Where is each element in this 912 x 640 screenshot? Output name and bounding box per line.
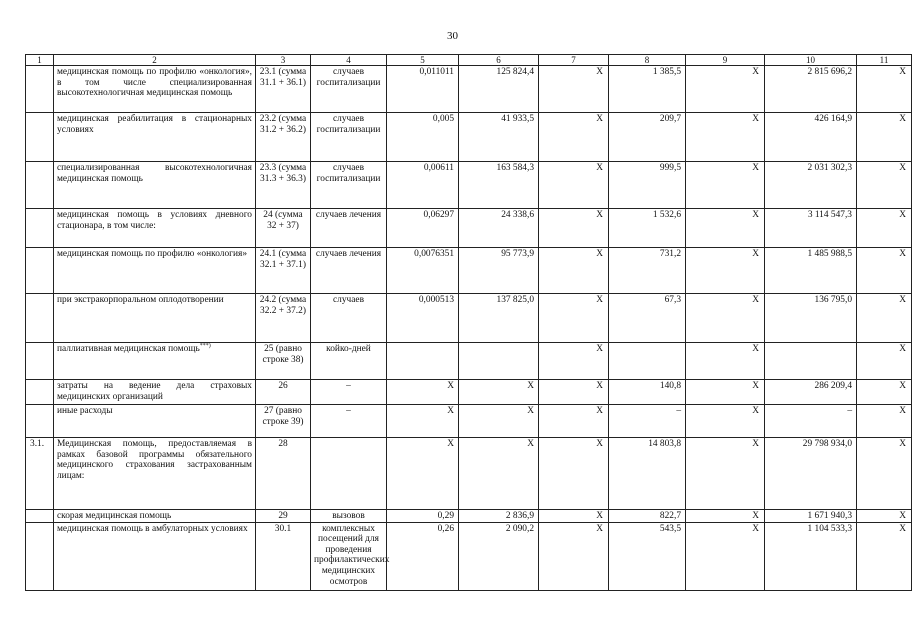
cell-text: 29 798 934,0 xyxy=(802,439,852,449)
table-row xyxy=(26,510,912,523)
cell-col-1 xyxy=(26,294,54,343)
table-row xyxy=(26,209,912,248)
table-row xyxy=(26,343,912,380)
cell-col-4 xyxy=(311,248,387,294)
cell-col-4 xyxy=(311,510,387,523)
cell-col-5 xyxy=(387,343,459,380)
cell-text: 0,00611 xyxy=(423,163,454,173)
cell-text: X xyxy=(596,381,603,391)
column-header: 6 xyxy=(459,55,539,66)
cell-col-4 xyxy=(311,294,387,343)
cell-col-4 xyxy=(311,405,387,438)
cell-text: 2 031 302,3 xyxy=(807,163,852,173)
cell-text: случаев лечения xyxy=(315,249,382,259)
cell-text: X xyxy=(596,67,603,77)
cell-text: комплексных посещений для проведения профилактических медицинских осмотров xyxy=(314,523,390,587)
cell-col-2 xyxy=(54,66,256,113)
cell-text: X xyxy=(899,344,906,354)
cell-col-1 xyxy=(26,113,54,162)
cell-text: затраты на ведение дела страховых медицинских организаций xyxy=(57,381,252,402)
cell-text: 24.2 (сумма 32.2 + 37.2) xyxy=(259,295,307,316)
cell-text: 28 xyxy=(278,439,288,449)
cell-text: X xyxy=(527,406,534,416)
cell-text: 1 671 940,3 xyxy=(807,511,852,521)
cell-col-7 xyxy=(539,209,609,248)
cell-text: X xyxy=(752,344,759,354)
cell-text: X xyxy=(596,511,603,521)
cell-col-7 xyxy=(539,510,609,523)
cell-col-6 xyxy=(459,343,539,380)
cell-col-7 xyxy=(539,113,609,162)
cell-col-11 xyxy=(857,380,912,405)
cell-col-6 xyxy=(459,248,539,294)
cell-col-2 xyxy=(54,343,256,380)
table-row xyxy=(26,380,912,405)
cell-col-1 xyxy=(26,405,54,438)
cell-col-5 xyxy=(387,209,459,248)
column-header: 5 xyxy=(387,55,459,66)
column-header: 10 xyxy=(765,55,857,66)
cell-col-10 xyxy=(765,343,857,380)
cell-text: X xyxy=(899,295,906,305)
cell-text: 30.1 xyxy=(274,523,292,534)
cell-col-9 xyxy=(686,380,765,405)
cell-text: 3.1. xyxy=(30,439,45,449)
cell-text: случаев госпитализации xyxy=(316,67,381,88)
cell-col-2 xyxy=(54,522,256,590)
cell-text: 140,8 xyxy=(659,381,681,391)
cell-text: X xyxy=(596,114,603,124)
cell-text: X xyxy=(899,523,906,534)
cell-text: X xyxy=(596,295,603,305)
cell-col-10 xyxy=(765,209,857,248)
cell-col-2 xyxy=(54,405,256,438)
table-row xyxy=(26,294,912,343)
cell-text: X xyxy=(899,406,906,416)
cell-col-9 xyxy=(686,248,765,294)
cell-text: вызовов xyxy=(332,511,365,521)
cell-text: паллиативная медицинская помощь xyxy=(57,344,200,354)
cell-col-2 xyxy=(54,209,256,248)
cell-col-6 xyxy=(459,510,539,523)
cell-text: X xyxy=(752,381,759,391)
cell-text: 286 209,4 xyxy=(814,381,852,391)
cell-text: случаев xyxy=(333,295,364,305)
cell-col-10 xyxy=(765,510,857,523)
cell-col-8 xyxy=(609,522,686,590)
cell-col-9 xyxy=(686,66,765,113)
cell-col-10 xyxy=(765,405,857,438)
footnote-marker: ***) xyxy=(199,342,211,349)
cell-col-5 xyxy=(387,510,459,523)
cell-col-1 xyxy=(26,510,54,523)
cell-text: случаев госпитализации xyxy=(316,114,381,135)
cell-col-4 xyxy=(311,522,390,590)
cell-col-1 xyxy=(26,66,54,113)
cell-col-10 xyxy=(765,522,857,590)
cell-col-6 xyxy=(459,380,539,405)
cell-col-8 xyxy=(609,343,686,380)
cell-text: 0,0076351 xyxy=(414,249,454,259)
cell-col-9 xyxy=(686,343,765,380)
cell-text: X xyxy=(899,511,906,521)
cell-text: 137 825,0 xyxy=(496,295,534,305)
cell-text: 209,7 xyxy=(659,114,681,124)
cell-col-4 xyxy=(311,113,387,162)
cell-col-8 xyxy=(609,113,686,162)
cell-col-9 xyxy=(686,522,765,590)
cell-col-3 xyxy=(256,162,311,209)
cell-col-7 xyxy=(539,522,609,590)
cell-col-11 xyxy=(857,294,912,343)
cell-col-8 xyxy=(609,438,686,510)
cell-col-10 xyxy=(765,162,857,209)
cell-col-11 xyxy=(857,438,912,510)
cell-col-10 xyxy=(765,294,857,343)
cell-text: X xyxy=(899,210,906,220)
cell-col-8 xyxy=(609,294,686,343)
cell-text: 0,000513 xyxy=(418,295,454,305)
column-header: 1 xyxy=(26,55,54,66)
cell-col-5 xyxy=(387,162,459,209)
cell-col-5 xyxy=(387,438,459,510)
cell-text: 95 773,9 xyxy=(501,249,534,259)
cell-text: случаев госпитализации xyxy=(316,163,381,184)
cell-text: 163 584,3 xyxy=(496,163,534,173)
cell-text: койко-дней xyxy=(326,344,371,354)
table-row xyxy=(26,113,912,162)
cell-col-2 xyxy=(54,438,256,510)
cell-text: медицинская помощь по профилю «онкология» xyxy=(57,249,248,259)
cell-col-11 xyxy=(857,162,912,209)
table-row xyxy=(26,438,912,510)
cell-col-2 xyxy=(54,510,256,523)
cell-col-2 xyxy=(54,248,256,294)
page-number: 30 xyxy=(447,30,458,42)
cell-col-4 xyxy=(311,343,387,380)
cell-text: X xyxy=(596,439,603,449)
cell-text: 731,2 xyxy=(659,249,681,259)
cell-text: 24.1 (сумма 32.1 + 37.1) xyxy=(259,249,307,270)
cell-text: 2 090,2 xyxy=(505,523,534,534)
cell-col-11 xyxy=(857,66,912,113)
cell-text: скорая медицинская помощь xyxy=(57,511,172,521)
cell-text: – xyxy=(346,381,351,391)
cell-col-1 xyxy=(26,380,54,405)
cell-col-4 xyxy=(311,162,387,209)
cell-text: X xyxy=(447,406,454,416)
cell-text: 26 xyxy=(278,381,288,391)
cell-text: 136 795,0 xyxy=(814,295,852,305)
column-header: 7 xyxy=(539,55,609,66)
cell-col-9 xyxy=(686,162,765,209)
cell-text: иные расходы xyxy=(57,406,113,416)
cell-text: X xyxy=(899,249,906,259)
table-row xyxy=(26,248,912,294)
cell-col-7 xyxy=(539,343,609,380)
cell-col-9 xyxy=(686,294,765,343)
cell-col-3 xyxy=(256,248,311,294)
cell-col-8 xyxy=(609,162,686,209)
cell-col-3 xyxy=(256,343,311,380)
column-number-row xyxy=(26,55,912,66)
cell-col-11 xyxy=(857,113,912,162)
cell-col-6 xyxy=(459,522,539,590)
cell-text: 23.1 (сумма 31.1 + 36.1) xyxy=(259,67,307,88)
cell-text: 3 114 547,3 xyxy=(807,210,852,220)
cell-text: медицинская реабилитация в стационарных условиях xyxy=(57,114,252,135)
cell-col-11 xyxy=(857,343,912,380)
column-header: 2 xyxy=(54,55,256,66)
cell-col-1 xyxy=(26,248,54,294)
cell-text: 0,011011 xyxy=(419,67,454,77)
cell-text: X xyxy=(596,249,603,259)
cell-text: – xyxy=(847,406,852,416)
cell-col-10 xyxy=(765,380,857,405)
cell-text: 24 (сумма 32 + 37) xyxy=(263,210,303,231)
cell-col-5 xyxy=(387,113,459,162)
cell-col-6 xyxy=(459,405,539,438)
cell-col-3 xyxy=(256,438,311,510)
cell-text: медицинская помощь в условиях дневного стационара, в том числе: xyxy=(57,210,252,231)
cell-col-1 xyxy=(26,209,54,248)
cell-col-9 xyxy=(686,209,765,248)
cell-col-2 xyxy=(54,113,256,162)
cell-text: X xyxy=(752,523,759,534)
cell-col-10 xyxy=(765,113,857,162)
cell-text: 14 803,8 xyxy=(648,439,681,449)
cell-col-5 xyxy=(387,380,459,405)
cell-col-6 xyxy=(459,66,539,113)
cell-text: 24 338,6 xyxy=(501,210,534,220)
cell-col-11 xyxy=(857,522,912,590)
cell-col-7 xyxy=(539,380,609,405)
cell-text: 543,5 xyxy=(659,523,681,534)
cell-text: X xyxy=(899,439,906,449)
cell-col-9 xyxy=(686,405,765,438)
cell-text: – xyxy=(676,406,681,416)
cell-col-4 xyxy=(311,66,387,113)
column-header: 8 xyxy=(609,55,686,66)
cell-text: X xyxy=(752,295,759,305)
cell-text: X xyxy=(752,406,759,416)
cell-text: 125 824,4 xyxy=(496,67,534,77)
cell-col-6 xyxy=(459,113,539,162)
cell-col-1 xyxy=(26,522,54,590)
cell-text: X xyxy=(899,67,906,77)
cell-text: X xyxy=(447,381,454,391)
cell-text: 999,5 xyxy=(659,163,681,173)
cell-col-5 xyxy=(387,66,459,113)
cell-col-3 xyxy=(256,66,311,113)
cell-col-1 xyxy=(26,438,54,510)
cell-col-2 xyxy=(54,162,256,209)
cell-col-2 xyxy=(54,294,256,343)
cell-text: X xyxy=(447,439,454,449)
cell-text: 0,005 xyxy=(432,114,454,124)
cell-col-11 xyxy=(857,248,912,294)
cell-text: 426 164,9 xyxy=(814,114,852,124)
cell-text: X xyxy=(899,163,906,173)
cell-text: 0,29 xyxy=(437,511,454,521)
cell-text: 1 104 533,3 xyxy=(807,523,852,534)
cell-col-3 xyxy=(256,113,311,162)
cell-text: X xyxy=(752,210,759,220)
cell-text: 0,26 xyxy=(437,523,454,534)
cell-text: X xyxy=(527,381,534,391)
cell-col-7 xyxy=(539,162,609,209)
cell-text: 25 (равно строке 38) xyxy=(262,344,304,365)
cell-col-3 xyxy=(256,510,311,523)
table-row xyxy=(26,162,912,209)
column-header: 11 xyxy=(857,55,912,66)
cell-col-5 xyxy=(387,405,459,438)
cell-col-3 xyxy=(256,405,311,438)
table-row xyxy=(26,66,912,113)
cell-col-5 xyxy=(387,248,459,294)
cell-col-2 xyxy=(54,380,256,405)
cell-col-8 xyxy=(609,510,686,523)
cell-text: X xyxy=(752,439,759,449)
cell-text: X xyxy=(752,67,759,77)
cell-col-8 xyxy=(609,248,686,294)
cell-col-6 xyxy=(459,209,539,248)
cell-col-10 xyxy=(765,66,857,113)
cell-col-7 xyxy=(539,248,609,294)
cell-text: X xyxy=(752,249,759,259)
cell-text: Медицинская помощь, предоставляемая в рамках базовой программы обязательного медицинского страхования застрахованным лицам: xyxy=(57,439,252,481)
cell-text: 23.2 (сумма 31.2 + 36.2) xyxy=(259,114,307,135)
column-header: 4 xyxy=(311,55,387,66)
cell-text: X xyxy=(596,344,603,354)
cell-col-5 xyxy=(387,294,459,343)
cell-col-6 xyxy=(459,162,539,209)
cell-text: медицинская помощь в амбулаторных условиях xyxy=(57,523,248,534)
cell-text: 1 485 988,5 xyxy=(807,249,852,259)
cell-col-5 xyxy=(387,522,459,590)
cell-col-7 xyxy=(539,438,609,510)
cell-text: X xyxy=(752,511,759,521)
cell-text: X xyxy=(752,114,759,124)
cell-text: случаев лечения xyxy=(315,210,382,220)
column-header: 3 xyxy=(256,55,311,66)
cell-text: X xyxy=(899,114,906,124)
cell-col-6 xyxy=(459,294,539,343)
cell-col-11 xyxy=(857,209,912,248)
cell-text: 2 836,9 xyxy=(505,511,534,521)
data-table xyxy=(25,54,912,591)
cell-col-7 xyxy=(539,405,609,438)
cell-text: X xyxy=(596,523,603,534)
cell-col-3 xyxy=(256,209,311,248)
cell-text: медицинская помощь по профилю «онкология», в том числе специализированная высокотехнологичная медицинская помощь xyxy=(57,67,252,99)
cell-col-3 xyxy=(256,294,311,343)
cell-col-6 xyxy=(459,438,539,510)
cell-col-1 xyxy=(26,162,54,209)
cell-col-1 xyxy=(26,343,54,380)
cell-col-10 xyxy=(765,248,857,294)
cell-col-3 xyxy=(256,522,311,590)
cell-col-3 xyxy=(256,380,311,405)
cell-text: 41 933,5 xyxy=(501,114,534,124)
cell-text: 1 385,5 xyxy=(652,67,681,77)
cell-col-7 xyxy=(539,66,609,113)
cell-text: X xyxy=(527,439,534,449)
cell-text: X xyxy=(596,163,603,173)
cell-text: X xyxy=(596,406,603,416)
cell-col-4 xyxy=(311,209,387,248)
cell-col-9 xyxy=(686,438,765,510)
column-header: 9 xyxy=(686,55,765,66)
cell-col-4 xyxy=(311,438,387,510)
cell-col-4 xyxy=(311,380,387,405)
table-row xyxy=(26,405,912,438)
cell-text: 0,06297 xyxy=(423,210,454,220)
cell-text: 67,3 xyxy=(664,295,681,305)
cell-col-10 xyxy=(765,438,857,510)
cell-text: 2 815 696,2 xyxy=(807,67,852,77)
cell-text: X xyxy=(596,210,603,220)
cell-text: 23.3 (сумма 31.3 + 36.3) xyxy=(259,163,307,184)
cell-col-11 xyxy=(857,510,912,523)
cell-text: X xyxy=(899,381,906,391)
cell-col-9 xyxy=(686,113,765,162)
cell-text: при экстракорпоральном оплодотворении xyxy=(57,295,224,305)
cell-col-8 xyxy=(609,66,686,113)
cell-text: X xyxy=(752,163,759,173)
cell-col-8 xyxy=(609,405,686,438)
cell-text: – xyxy=(346,406,351,416)
cell-text: 1 532,6 xyxy=(652,210,681,220)
cell-col-8 xyxy=(609,209,686,248)
cell-text: 822,7 xyxy=(659,511,681,521)
cell-text: 29 xyxy=(278,511,288,521)
table-row xyxy=(26,522,912,590)
cell-col-8 xyxy=(609,380,686,405)
cell-col-9 xyxy=(686,510,765,523)
cell-col-11 xyxy=(857,405,912,438)
cell-text: специализированная высокотехнологичная медицинская помощь xyxy=(57,163,252,184)
cell-col-7 xyxy=(539,294,609,343)
cell-text: 27 (равно строке 39) xyxy=(262,406,304,427)
